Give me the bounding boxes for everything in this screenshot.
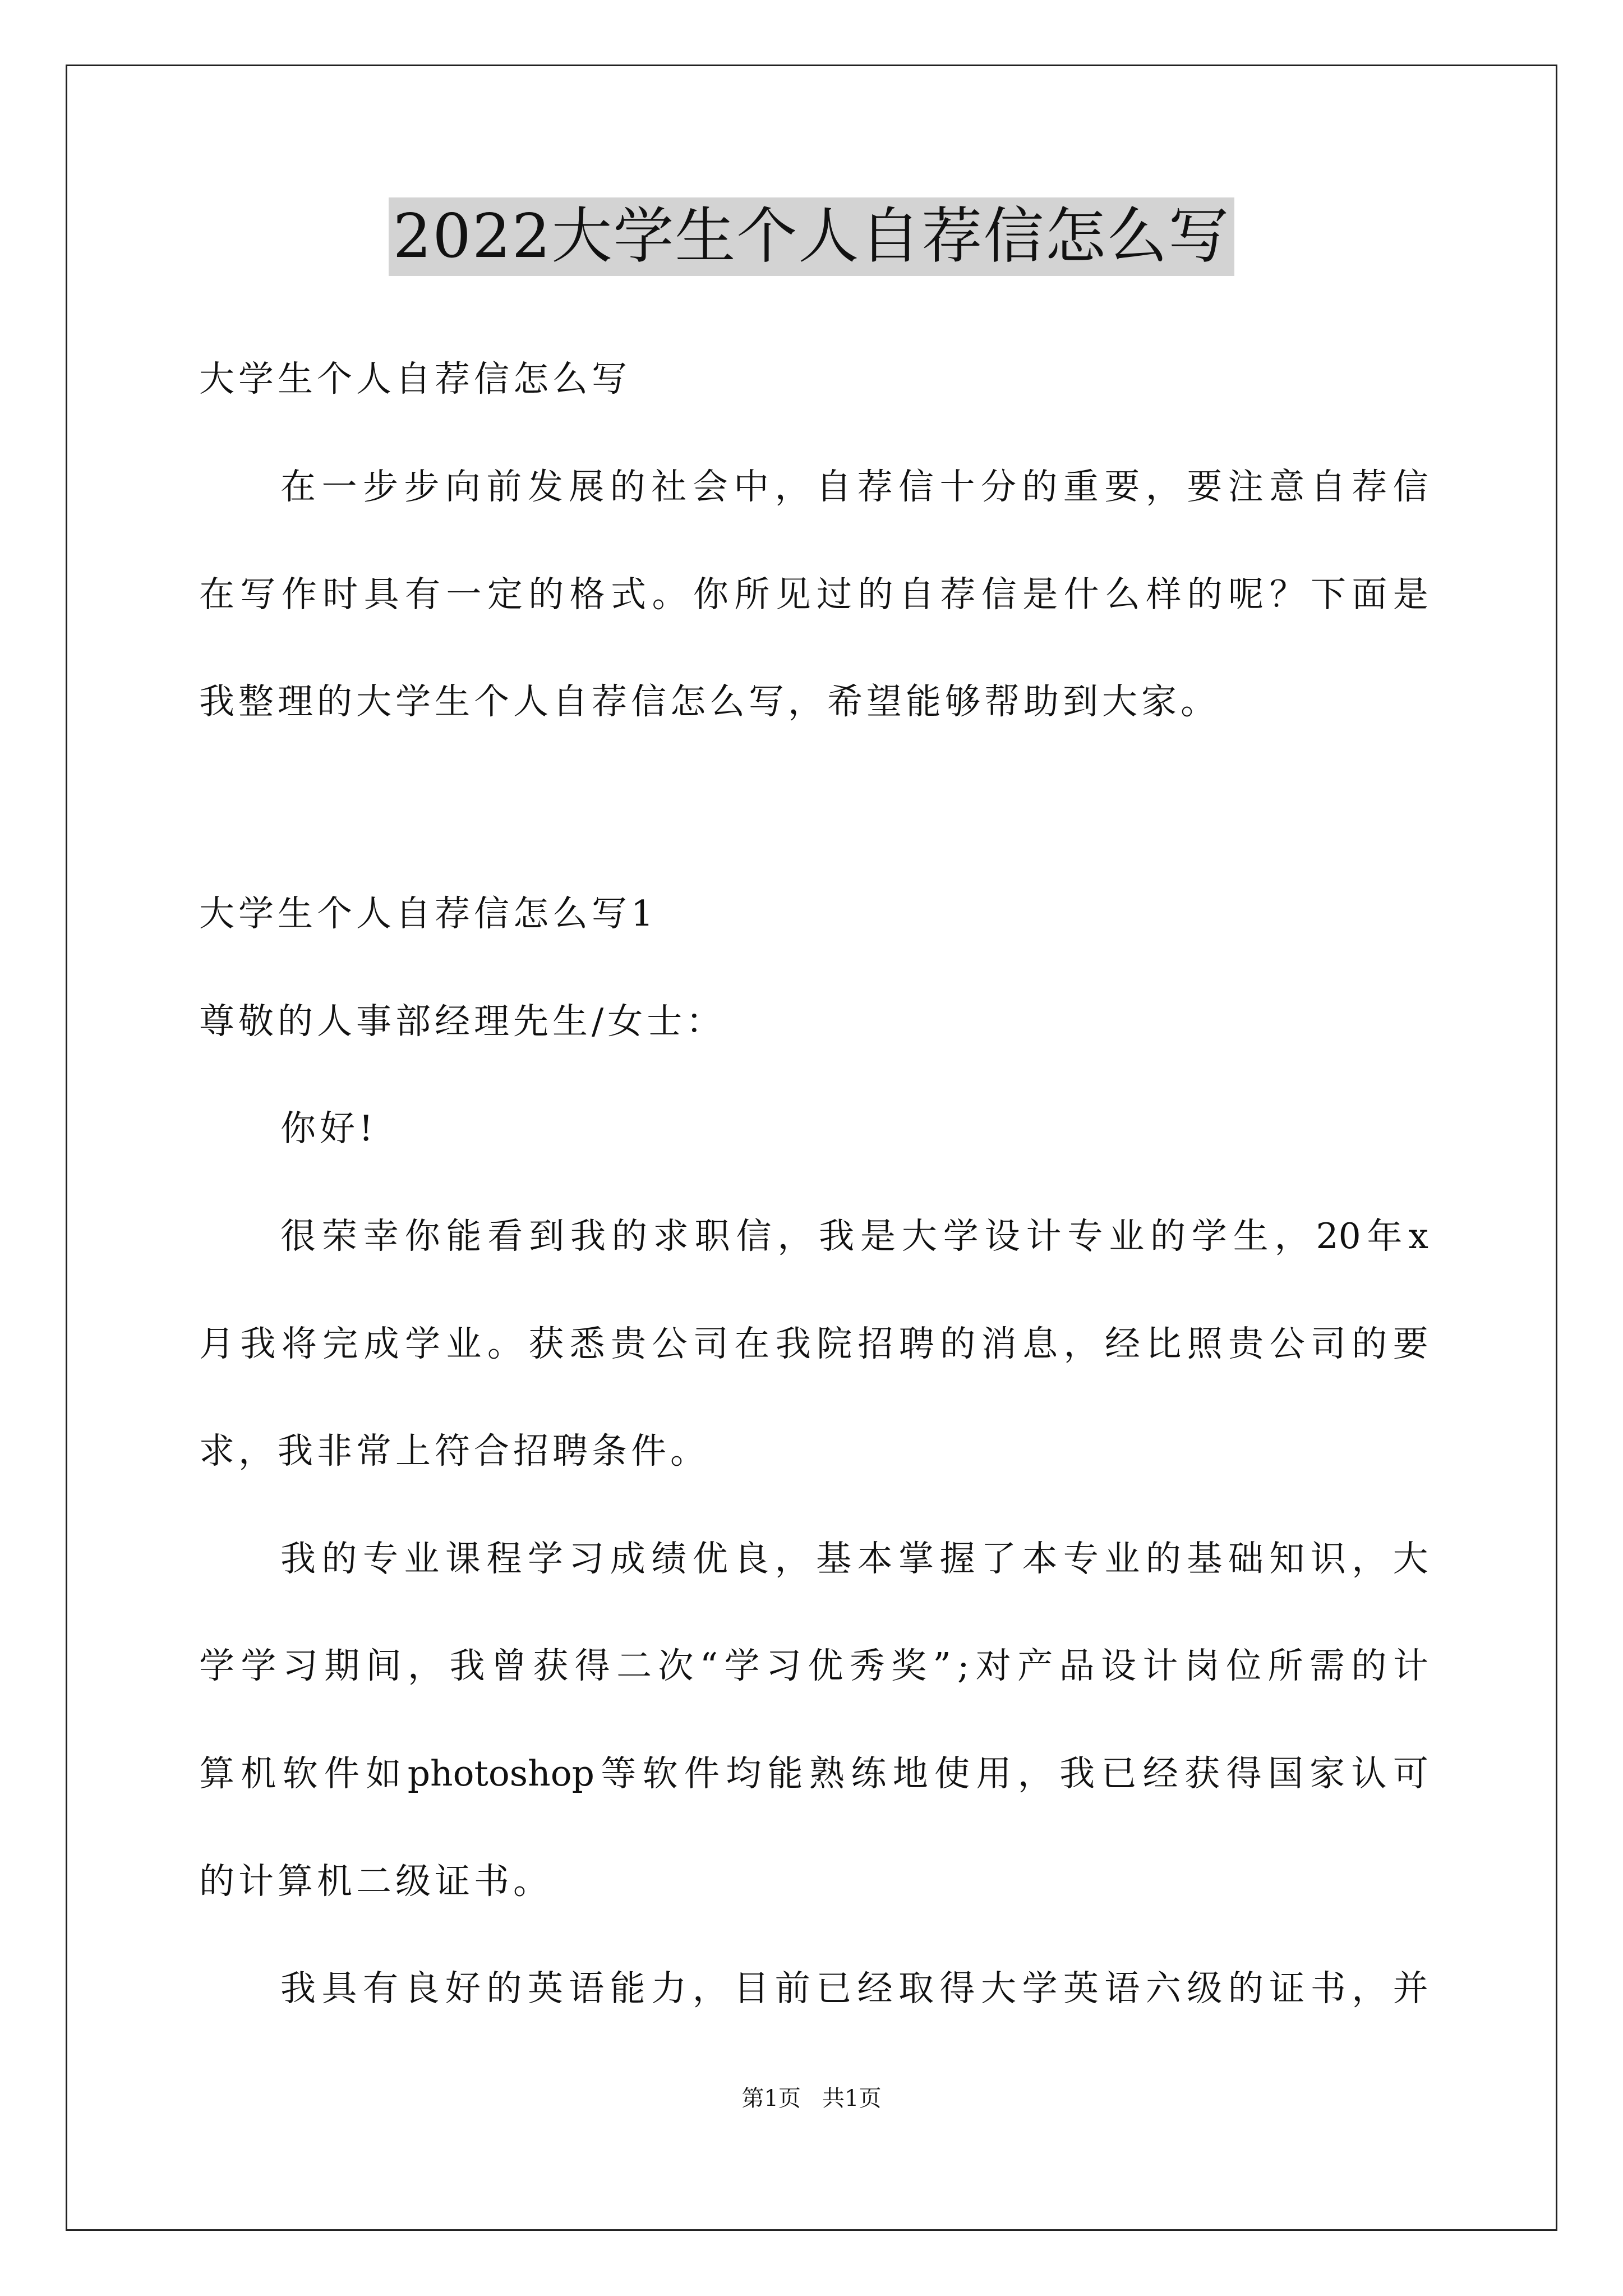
letter-heading: 大学生个人自荐信怎么写1	[199, 893, 658, 934]
title-wrap	[0, 197, 1623, 276]
salutation: 尊敬的人事部经理先生/女士：	[199, 1001, 726, 1042]
paragraph-line: 我整理的大学生个人自荐信怎么写，希望能够帮助到大家。	[199, 681, 1220, 722]
document-title: 2022大学生个人自荐信怎么写	[389, 197, 1235, 276]
paragraph-line: 在 写 作 时 具 有 一 定 的 格 式 。 你 所 见 过 的 自 荐 信 是 什 么 样 的 呢 ？ 下 面 是	[199, 574, 1428, 615]
paragraph-line: 的计算机二级证书。	[199, 1861, 552, 1902]
paragraph-line: 我 的 专 业 课 程 学 习 成 绩 优 良 ， 基 本 掌 握 了 本 专 业 的 基 础 知 识 ， 大	[280, 1538, 1428, 1579]
paragraph-line: 月 我 将 完 成 学 业 。 获 悉 贵 公 司 在 我 院 招 聘 的 消 息 ， 经 比 照 贵 公 司 的 要	[199, 1323, 1428, 1364]
greeting: 你好!	[280, 1108, 377, 1149]
page-footer: 第1页 共1页	[741, 2086, 882, 2111]
paragraph-line: 算 机 软 件 如 photoshop 等 软 件 均 能 熟 练 地 使 用 ， 我 已 经 获 得 国 家 认 可	[199, 1753, 1428, 1794]
paragraph-line: 很 荣 幸 你 能 看 到 我 的 求 职 信 ， 我 是 大 学 设 计 专 业 的 学 生 ， 20 年 x	[280, 1216, 1428, 1257]
paragraph-line: 学 学 习 期 间 ， 我 曾 获 得 二 次 “ 学 习 优 秀 奖 ” ; 对 产 品 设 计 岗 位 所 需 的 计	[199, 1645, 1428, 1686]
paragraph-line: 我 具 有 良 好 的 英 语 能 力 ， 目 前 已 经 取 得 大 学 英 语 六 级 的 证 书 ， 并	[280, 1968, 1428, 2009]
paragraph-line: 求，我非常上符合招聘条件。	[199, 1430, 709, 1471]
section-heading: 大学生个人自荐信怎么写	[199, 358, 631, 399]
paragraph-line: 在 一 步 步 向 前 发 展 的 社 会 中 ， 自 荐 信 十 分 的 重 要 ， 要 注 意 自 荐 信	[280, 466, 1428, 507]
